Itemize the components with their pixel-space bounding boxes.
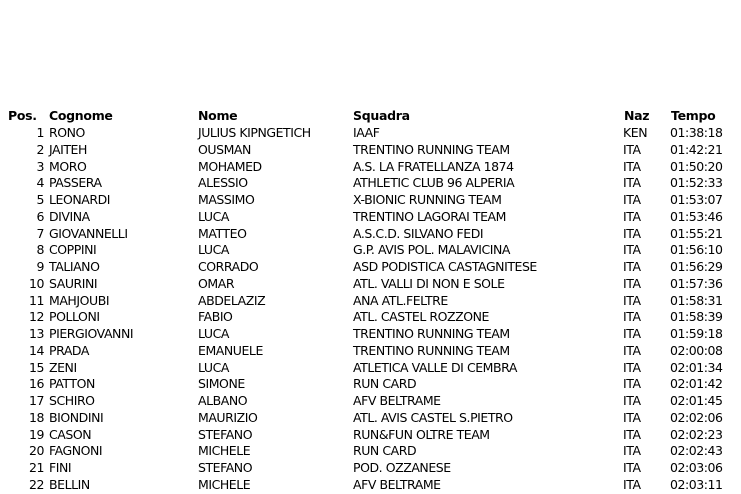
table-row bbox=[0, 460, 741, 477]
cell-cognome: PRADA bbox=[49, 342, 89, 358]
cell-tempo: 02:03:11 bbox=[670, 476, 723, 492]
cell-cognome: TALIANO bbox=[49, 259, 100, 274]
header-nome: Nome bbox=[198, 108, 238, 123]
cell-tempo: 01:58:31 bbox=[670, 292, 723, 308]
cell-naz: ITA bbox=[623, 460, 641, 475]
cell-cognome: LEONARDI bbox=[49, 192, 110, 207]
cell-cognome: MAHJOUBI bbox=[49, 292, 110, 308]
header-tempo: Tempo bbox=[671, 108, 716, 123]
cell-nome: LUCA bbox=[198, 242, 229, 258]
cell-nome: MICHELE bbox=[198, 443, 251, 459]
header-pos: Pos. bbox=[8, 108, 37, 123]
table-row bbox=[0, 443, 741, 460]
cell-tempo: 02:01:34 bbox=[670, 359, 723, 375]
cell-squadra: TRENTINO RUNNING TEAM bbox=[353, 326, 510, 341]
cell-tempo: 02:01:45 bbox=[670, 393, 723, 408]
cell-squadra: TRENTINO RUNNING TEAM bbox=[353, 141, 510, 157]
cell-naz: ITA bbox=[623, 225, 641, 241]
cell-naz: ITA bbox=[623, 259, 641, 274]
cell-nome: MATTEO bbox=[198, 225, 247, 241]
cell-cognome: POLLONI bbox=[49, 309, 100, 325]
cell-cognome: CASON bbox=[49, 426, 92, 442]
cell-squadra: ATL. VALLI DI NON E SOLE bbox=[353, 275, 505, 291]
cell-nome: ALBANO bbox=[198, 393, 248, 408]
cell-tempo: 01:53:46 bbox=[670, 208, 723, 224]
cell-cognome: GIOVANNELLI bbox=[49, 225, 128, 241]
cell-nome: LUCA bbox=[198, 326, 229, 341]
cell-tempo: 02:02:23 bbox=[670, 426, 723, 442]
cell-tempo: 01:56:10 bbox=[670, 242, 723, 258]
cell-naz: ITA bbox=[623, 242, 641, 258]
cell-squadra: ANA ATL.FELTRE bbox=[353, 292, 448, 308]
cell-squadra: ASD PODISTICA CASTAGNITESE bbox=[353, 259, 537, 274]
cell-tempo: 01:52:33 bbox=[670, 175, 723, 191]
table-row bbox=[0, 209, 741, 226]
cell-nome: LUCA bbox=[198, 208, 229, 224]
table-body bbox=[0, 125, 741, 494]
table-row bbox=[0, 427, 741, 444]
table-row bbox=[0, 477, 741, 494]
cell-nome: OUSMAN bbox=[198, 141, 251, 157]
cell-pos: 4 bbox=[36, 175, 44, 191]
cell-naz: ITA bbox=[623, 158, 641, 174]
cell-squadra: RUN&FUN OLTRE TEAM bbox=[353, 426, 490, 442]
cell-naz: ITA bbox=[623, 141, 641, 157]
cell-tempo: 01:59:18 bbox=[670, 326, 723, 341]
header-naz: Naz bbox=[624, 108, 650, 123]
cell-tempo: 02:00:08 bbox=[670, 342, 723, 358]
cell-squadra: ATLETICA VALLE DI CEMBRA bbox=[353, 359, 517, 375]
cell-squadra: ATHLETIC CLUB 96 ALPERIA bbox=[353, 175, 515, 191]
cell-nome: MASSIMO bbox=[198, 192, 255, 207]
cell-naz: ITA bbox=[623, 275, 641, 291]
cell-cognome: MORO bbox=[49, 158, 87, 174]
cell-pos: 8 bbox=[36, 242, 44, 258]
cell-squadra: IAAF bbox=[353, 125, 380, 140]
cell-cognome: PATTON bbox=[49, 376, 95, 392]
cell-nome: OMAR bbox=[198, 275, 235, 291]
cell-cognome: BELLIN bbox=[49, 476, 90, 492]
cell-pos: 9 bbox=[36, 259, 44, 274]
cell-pos: 3 bbox=[36, 158, 44, 174]
cell-nome: MOHAMED bbox=[198, 158, 262, 174]
cell-naz: ITA bbox=[623, 426, 641, 442]
table-row bbox=[0, 159, 741, 176]
cell-tempo: 01:50:20 bbox=[670, 158, 723, 174]
cell-tempo: 01:57:36 bbox=[670, 275, 723, 291]
table-header bbox=[0, 108, 741, 125]
cell-squadra: RUN CARD bbox=[353, 376, 417, 392]
cell-squadra: AFV BELTRAME bbox=[353, 476, 441, 492]
cell-naz: ITA bbox=[623, 409, 641, 425]
table-row bbox=[0, 326, 741, 343]
cell-squadra: ATL. AVIS CASTEL S.PIETRO bbox=[353, 409, 513, 425]
cell-pos: 13 bbox=[28, 326, 44, 341]
cell-squadra: ATL. CASTEL ROZZONE bbox=[353, 309, 489, 325]
cell-tempo: 01:56:29 bbox=[670, 259, 723, 274]
cell-squadra: G.P. AVIS POL. MALAVICINA bbox=[353, 242, 511, 258]
cell-pos: 5 bbox=[36, 192, 44, 207]
cell-naz: ITA bbox=[623, 359, 641, 375]
cell-squadra: TRENTINO RUNNING TEAM bbox=[353, 342, 510, 358]
cell-pos: 20 bbox=[28, 443, 44, 459]
cell-pos: 22 bbox=[28, 476, 44, 492]
cell-naz: ITA bbox=[623, 443, 641, 459]
cell-nome: STEFANO bbox=[198, 460, 253, 475]
cell-nome: MAURIZIO bbox=[198, 409, 258, 425]
cell-cognome: FINI bbox=[49, 460, 72, 475]
cell-tempo: 01:42:21 bbox=[670, 141, 723, 157]
cell-naz: ITA bbox=[623, 376, 641, 392]
table-row bbox=[0, 142, 741, 159]
cell-squadra: AFV BELTRAME bbox=[353, 393, 441, 408]
cell-naz: ITA bbox=[623, 175, 641, 191]
cell-naz: ITA bbox=[623, 192, 641, 207]
table-row bbox=[0, 125, 741, 142]
cell-naz: ITA bbox=[623, 326, 641, 341]
table-row bbox=[0, 410, 741, 427]
cell-squadra: TRENTINO LAGORAI TEAM bbox=[353, 208, 506, 224]
table-row bbox=[0, 343, 741, 360]
cell-cognome: JAITEH bbox=[49, 141, 87, 157]
cell-tempo: 01:53:07 bbox=[670, 192, 723, 207]
cell-cognome: FAGNONI bbox=[49, 443, 103, 459]
table-row bbox=[0, 175, 741, 192]
cell-cognome: DIVINA bbox=[49, 208, 90, 224]
cell-tempo: 02:03:06 bbox=[670, 460, 723, 475]
cell-naz: ITA bbox=[623, 393, 641, 408]
cell-cognome: BIONDINI bbox=[49, 409, 104, 425]
cell-pos: 12 bbox=[28, 309, 44, 325]
table-row bbox=[0, 309, 741, 326]
cell-tempo: 02:02:06 bbox=[670, 409, 723, 425]
cell-nome: JULIUS KIPNGETICH bbox=[198, 125, 311, 140]
cell-squadra: A.S. LA FRATELLANZA 1874 bbox=[353, 158, 514, 174]
table-row bbox=[0, 276, 741, 293]
cell-nome: STEFANO bbox=[198, 426, 253, 442]
cell-tempo: 01:58:39 bbox=[670, 309, 723, 325]
cell-pos: 16 bbox=[28, 376, 44, 392]
table-row bbox=[0, 293, 741, 310]
cell-naz: KEN bbox=[623, 125, 648, 140]
cell-naz: ITA bbox=[623, 292, 641, 308]
cell-pos: 21 bbox=[28, 460, 44, 475]
cell-cognome: PASSERA bbox=[49, 175, 102, 191]
table-row bbox=[0, 259, 741, 276]
header-squadra: Squadra bbox=[353, 108, 410, 123]
table-row bbox=[0, 226, 741, 243]
cell-cognome: COPPINI bbox=[49, 242, 97, 258]
cell-squadra: A.S.C.D. SILVANO FEDI bbox=[353, 225, 484, 241]
table-row bbox=[0, 192, 741, 209]
results-table bbox=[0, 108, 741, 494]
cell-nome: SIMONE bbox=[198, 376, 245, 392]
cell-cognome: SAURINI bbox=[49, 275, 98, 291]
cell-tempo: 02:01:42 bbox=[670, 376, 723, 392]
cell-pos: 6 bbox=[36, 208, 44, 224]
cell-pos: 2 bbox=[36, 141, 44, 157]
cell-pos: 7 bbox=[36, 225, 44, 241]
cell-naz: ITA bbox=[623, 208, 641, 224]
cell-nome: LUCA bbox=[198, 359, 229, 375]
cell-pos: 17 bbox=[28, 393, 44, 408]
table-row bbox=[0, 376, 741, 393]
cell-tempo: 01:38:18 bbox=[670, 125, 723, 140]
cell-pos: 15 bbox=[28, 359, 44, 375]
cell-naz: ITA bbox=[623, 476, 641, 492]
cell-cognome: ZENI bbox=[49, 359, 77, 375]
cell-cognome: PIERGIOVANNI bbox=[49, 326, 134, 341]
cell-nome: CORRADO bbox=[198, 259, 259, 274]
cell-nome: EMANUELE bbox=[198, 342, 263, 358]
table-row bbox=[0, 360, 741, 377]
cell-pos: 18 bbox=[28, 409, 44, 425]
cell-tempo: 02:02:43 bbox=[670, 443, 723, 459]
cell-nome: MICHELE bbox=[198, 476, 251, 492]
cell-pos: 19 bbox=[28, 426, 44, 442]
cell-squadra: RUN CARD bbox=[353, 443, 417, 459]
table-row bbox=[0, 242, 741, 259]
cell-tempo: 01:55:21 bbox=[670, 225, 723, 241]
cell-cognome: SCHIRO bbox=[49, 393, 95, 408]
cell-pos: 11 bbox=[28, 292, 44, 308]
cell-naz: ITA bbox=[623, 342, 641, 358]
cell-nome: ALESSIO bbox=[198, 175, 248, 191]
cell-nome: FABIO bbox=[198, 309, 233, 325]
cell-nome: ABDELAZIZ bbox=[198, 292, 266, 308]
cell-pos: 10 bbox=[28, 275, 44, 291]
header-cognome: Cognome bbox=[49, 108, 113, 123]
cell-squadra: X-BIONIC RUNNING TEAM bbox=[353, 192, 502, 207]
cell-pos: 14 bbox=[28, 342, 44, 358]
cell-squadra: POD. OZZANESE bbox=[353, 460, 451, 475]
cell-cognome: RONO bbox=[49, 125, 85, 140]
table-row bbox=[0, 393, 741, 410]
cell-naz: ITA bbox=[623, 309, 641, 325]
cell-pos: 1 bbox=[36, 125, 44, 140]
